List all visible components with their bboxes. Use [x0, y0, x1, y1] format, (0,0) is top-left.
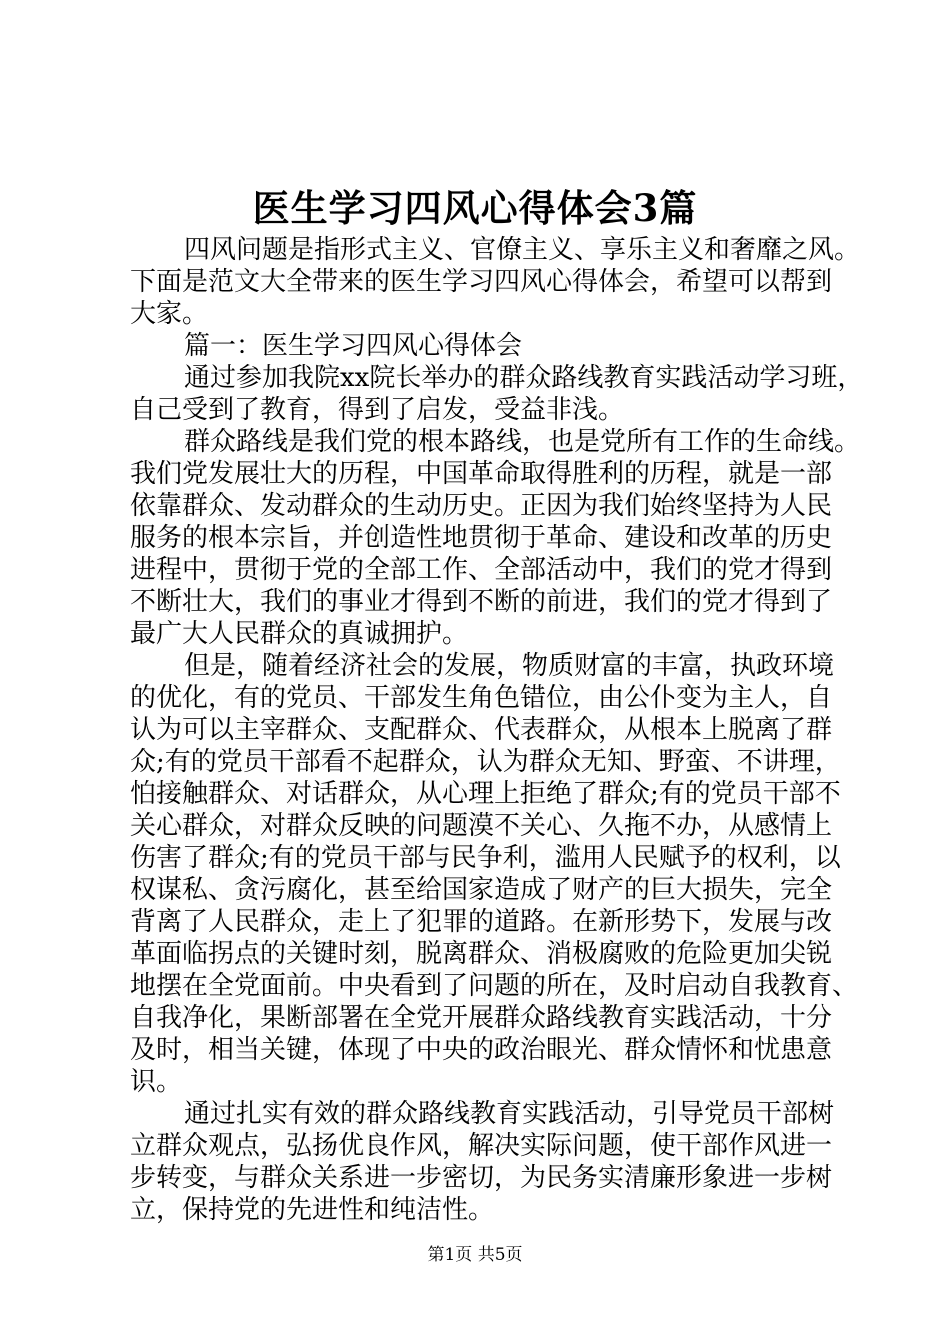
section-heading: 篇一：医生学习四风心得体会: [184, 331, 523, 361]
text-line: 通过参加我院xx院长举办的群众路线教育实践活动学习班，: [184, 363, 864, 393]
text-line: 下面是范文大全带来的医生学习四风心得体会，希望可以帮到: [130, 267, 833, 297]
text-line: 地摆在全党面前。中央看到了问题的所在，及时启动自我教育、: [130, 971, 859, 1001]
text-line: 的优化，有的党员、干部发生角色错位，由公仆变为主人，自: [130, 683, 833, 713]
text-line: 不断壮大，我们的事业才得到不断的前进，我们的党才得到了: [130, 587, 833, 617]
text-line: 自我净化，果断部署在全党开展群众路线教育实践活动，十分: [130, 1003, 833, 1033]
text-line: 大家。: [130, 299, 209, 329]
text-line: 立群众观点，弘扬优良作风，解决实际问题，使干部作风进一: [130, 1131, 833, 1161]
text-line: 进程中，贯彻于党的全部工作、全部活动中，我们的党才得到: [130, 555, 833, 585]
text-line: 识。: [130, 1067, 183, 1097]
document-body: [130, 234, 864, 1226]
text-line: 权谋私、贪污腐化，甚至给国家造成了财产的巨大损失，完全: [130, 875, 833, 905]
text-line: 背离了人民群众，走上了犯罪的道路。在新形势下，发展与改: [130, 907, 833, 937]
text-line: 依靠群众、发动群众的生动历史。正因为我们始终坚持为人民: [130, 491, 833, 521]
page-footer: 第1页 共5页: [427, 1245, 523, 1265]
text-line: 众;有的党员干部看不起群众，认为群众无知、野蛮、不讲理，: [130, 747, 841, 777]
text-line: 怕接触群众、对话群众，从心理上拒绝了群众;有的党员干部不: [130, 779, 841, 809]
text-line: 通过扎实有效的群众路线教育实践活动，引导党员干部树: [184, 1099, 835, 1129]
text-line: 我们党发展壮大的历程，中国革命取得胜利的历程，就是一部: [130, 459, 833, 489]
text-line: 群众路线是我们党的根本路线，也是党所有工作的生命线。: [184, 427, 861, 457]
text-line: 及时，相当关键，体现了中央的政治眼光、群众情怀和忧患意: [130, 1035, 833, 1065]
text-line: 服务的根本宗旨，并创造性地贯彻于革命、建设和改革的历史: [130, 523, 833, 553]
text-line: 四风问题是指形式主义、官僚主义、享乐主义和奢靡之风。: [184, 235, 861, 265]
text-line: 自己受到了教育，得到了启发，受益非浅。: [130, 395, 625, 425]
text-line: 伤害了群众;有的党员干部与民争利，滥用人民赋予的权利，以: [130, 843, 841, 873]
document-title: 医生学习四风心得体会3篇: [252, 186, 698, 230]
text-line: 认为可以主宰群众、支配群众、代表群众，从根本上脱离了群: [130, 715, 833, 745]
text-line: 最广大人民群众的真诚拥护。: [130, 619, 469, 649]
text-line: 步转变，与群众关系进一步密切，为民务实清廉形象进一步树: [130, 1163, 833, 1193]
text-line: 但是，随着经济社会的发展，物质财富的丰富，执政环境: [184, 651, 835, 681]
text-line: 革面临拐点的关键时刻，脱离群众、消极腐败的危险更加尖锐: [130, 939, 833, 969]
text-line: 关心群众，对群众反映的问题漠不关心、久拖不办，从感情上: [130, 811, 833, 841]
text-line: 立，保持党的先进性和纯洁性。: [130, 1195, 495, 1225]
